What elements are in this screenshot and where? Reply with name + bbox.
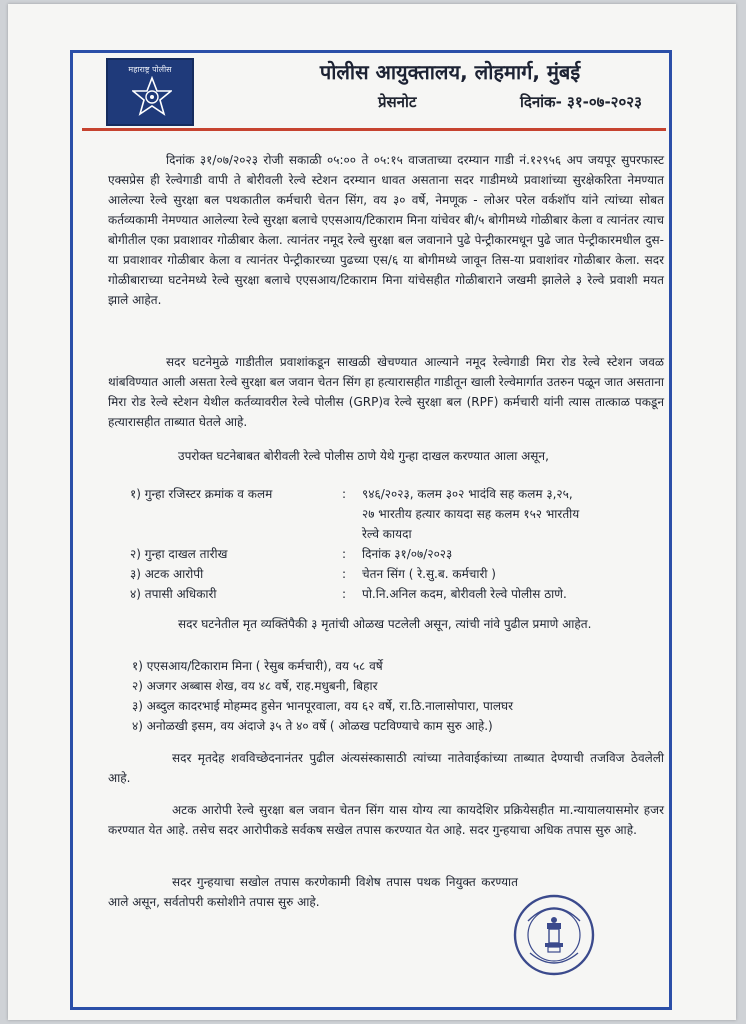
paragraph-deceased-intro: सदर घटनेतील मृत व्यक्तिंपैकी ३ मृतांची ओळख पटलेली असून, त्यांची नांवे पुढील प्रमाणे आहेत. (178, 617, 592, 631)
header-divider (82, 128, 666, 131)
police-emblem (106, 58, 194, 126)
filed-date-value: दिनांक ३१/०७/२०२३ (362, 547, 453, 561)
accused-value: चेतन सिंग ( रे.सु.ब. कर्मचारी ) (362, 567, 496, 581)
paragraph-postmortem: सदर मृतदेह शवविच्छेदनानंतर पुढील अंत्यसंस्कासाठी त्यांच्या नातेवाईकांच्या ताब्यात देण्याची तजविज ठेवलेली आहे. (108, 751, 664, 785)
deceased-item: ४) अनोळखी इसम, वय अंदाजे ३५ ते ४० वर्षे ( ओळख पटविण्याचे काम सुरु आहे.) (132, 719, 493, 733)
accused-sep: : (342, 567, 347, 581)
paragraph-court: अटक आरोपी रेल्वे सुरक्षा बल जवान चेतन सिंग यास योग्य त्या कायदेशिर प्रक्रियेसहीत मा.न्यायालयासमोर हजर करण्यात येत आहे. तसेच सदर आरोपीकडे सर्वकष सखेल तपास करण्यात येत आहे. सदर गुन्हयाचा अधिक तपास सुरु आहे. (108, 803, 664, 837)
header-date: दिनांक- ३१-०७-२०२३ (520, 93, 642, 111)
page-title: पोलीस आयुक्तालय, लोहमार्ग, मुंबई (319, 60, 581, 84)
case-value: ९४६/२०२३, कलम ३०२ भादंवि सह कलम ३,२५, (362, 487, 573, 501)
officer-label: ४) तपासी अधिकारी (130, 587, 217, 601)
official-seal-stamp (512, 893, 596, 977)
deceased-item: २) अजगर अब्बास शेख, वय ४८ वर्षे, राह.मधुबनी, बिहार (132, 679, 378, 693)
officer-value: पो.नि.अनिल कदम, बोरीवली रेल्वे पोलीस ठाणे. (362, 587, 567, 601)
star-badge-icon (132, 76, 172, 120)
filed-date-sep: : (342, 547, 347, 561)
officer-sep: : (342, 587, 347, 601)
press-note-label: प्रेसनोट (378, 93, 417, 111)
paragraph-arrest: सदर घटनेमुळे गाडीतील प्रवाशांकडून साखळी खेचण्यात आल्याने नमूद रेल्वेगाडी मिरा रोड रेल्वे स्टेशन जवळ थांबविण्यात आली असता रेल्वे सुरक्षा बल जवान चेतन सिंग हा हत्यारासहीत गाडीतून खाली रेल्वेमार्गात उतरुन पळून जात असताना मिरा रोड रेल्वे स्टेशन येथील कर्तव्यावरील रेल्वे पोलीस (GRP)व रेल्वे सुरक्षा बल (RPF) कर्मचारी यांनी त्यास तात्काळ पकडून हत्यारासहीत ताब्यात घेतले आहे. (108, 355, 664, 429)
deceased-item: ३) अब्दुल कादरभाई मोहम्मद हुसेन भानपूरवाला, वय ६२ वर्षे, रा.ठि.नालासोपारा, पालघर (132, 699, 514, 713)
case-label: १) गुन्हा रजिस्टर क्रमांक व कलम (130, 487, 273, 501)
case-sep: : (342, 487, 347, 501)
case-value: २७ भारतीय हत्यार कायदा सह कलम १५२ भारतीय (362, 507, 580, 521)
deceased-item: १) एएसआय/टिकाराम मिना ( रेसुब कर्मचारी), वय ५८ वर्षे (132, 659, 383, 673)
paragraph-incident: दिनांक ३१/०७/२०२३ रोजी सकाळी ०५:०० ते ०५:१५ वाजताच्या दरम्यान गाडी नं.१२९५६ अप जयपूर सुपरफास्ट एक्सप्रेस ही रेल्वेगाडी वापी ते बोरीवली रेल्वे स्टेशन दरम्यान धावत असताना सदर गाडीमध्ये प्रवाशांच्या सुरक्षेकरिता नेमण्यात आलेल्या रेल्वे सुरक्षा बल पथकातील कर्मचारी चेतन सिंग, वय ३० वर्षे, नेमणूक - लोअर परेल वर्कशॉप यांने त्यांच्या सोबत कर्तव्यकामी नेमण्यात आलेल्या रेल्वे सुरक्षा बलाचे एएसआय/टिकाराम मिना यांचेवर बी/५ बोगीमध्ये गोळीबार केला व त्यानंतर त्याच बोगीतील एका प्रवाशावर गोळीबार केला. त्यानंतर नमूद रेल्वे सुरक्षा बल जवानाने पुढे पेन्ट्रीकारमधून पुढे जात पेन्ट्रीकारमधील दुस-या प्रवाशावर गोळीबार केला व त्यानंतर पेन्ट्रीकारच्या पुढच्या एस/६ या बोगीमध्ये जावून तिस-या प्रवाशांवर गोळीबार केला. सदर गोळीबाराच्या घटनेमध्ये रेल्वे सुरक्षा बलाचे एएसआय/टिकाराम मिना यांचेसहीत गोळीबाराने जखमी झालेले ३ रेल्वे प्रवाशी मयत झाले आहेत. (108, 153, 664, 307)
case-value: रेल्वे कायदा (362, 527, 412, 541)
filed-date-label: २) गुन्हा दाखल तारीख (130, 547, 228, 561)
emblem-text: महाराष्ट्र पोलीस (128, 65, 172, 74)
accused-label: ३) अटक आरोपी (130, 567, 204, 581)
paragraph-case-filed: उपरोक्त घटनेबाबत बोरीवली रेल्वे पोलीस ठाणे येथे गुन्हा दाखल करण्यात आला असून, (178, 449, 549, 463)
paragraph-sit: सदर गुन्हयाचा सखोल तपास करणेकामी विशेष तपास पथक नियुक्त करण्यात आले असून, सर्वतोपरी कसोशीने तपास सुरु आहे. (108, 875, 518, 909)
